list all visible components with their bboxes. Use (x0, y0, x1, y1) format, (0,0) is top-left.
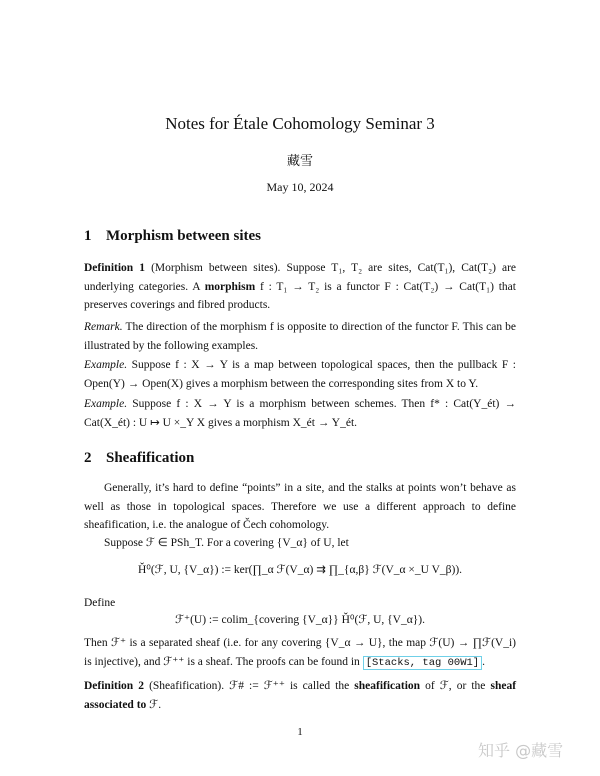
document-date: May 10, 2024 (266, 180, 334, 194)
sheafification-paragraph-2: Suppose ℱ ∈ PSh_T. For a covering {V_α} of U, let (104, 537, 349, 549)
example-2 (84, 395, 516, 432)
document-author: 藏雪 (286, 154, 313, 169)
definition-1-paren: (Morphism between sites). (151, 262, 281, 274)
example-2-text: Suppose f : X → Y is a morphism between schemes. Then f* : Cat(Y_ét) → Cat(X_ét) : U ↦ U ×_Y X gives a morphism X_ét → Y_ét. (84, 398, 516, 429)
definition-2-text3: ℱ. (146, 698, 162, 711)
example-1-label: Example. (84, 359, 128, 371)
definition-2-text1: ℱ# := ℱ⁺⁺ is called the (224, 680, 355, 692)
section-1-title: Morphism between sites (106, 228, 261, 244)
equation-plus-construction: ℱ⁺(U) := colim_{covering {V_α}} Ȟ⁰(ℱ, U, {V_α}). (174, 614, 425, 626)
sheafification-paragraph-1: Generally, it’s hard to define “points” in a site, and the stalks at points won’t behave as well as those in topological spaces. Therefore we use a different approach to define sheafification, i.e. the analogue of Čech cohomology. (84, 482, 516, 531)
equation-cech-h0: Ȟ⁰(ℱ, U, {V_α}) := ker(∏_α ℱ(V_α) ⇉ ∏_{α,β} ℱ(V_α ×_U V_β)). (137, 564, 463, 576)
section-2-number: 2 (84, 450, 92, 466)
definition-2 (84, 677, 516, 714)
definition-1-bold: morphism (204, 280, 256, 293)
definition-2-paren: (Sheafification). (149, 680, 225, 692)
remark-text: The direction of the morphism f is opposite to direction of the functor F. This can be illustrated by the following examples. (84, 321, 516, 352)
definition-2-text2: of ℱ, or the (420, 680, 491, 692)
page-number: 1 (297, 726, 303, 738)
sheafification-paragraph-3 (84, 634, 516, 672)
section-2-heading (84, 450, 194, 467)
definition-2-bold2: sheaf associated to (84, 680, 517, 711)
example-2-label: Example. (84, 398, 128, 410)
define-label: Define (84, 597, 116, 609)
definition-2-bold1: sheafification (354, 680, 421, 692)
example-1-text: Suppose f : X → Y is a map between topological spaces, then the pullback F : Open(Y) → Open(X) gives a morphism between the corresponding sites from X to Y. (84, 359, 516, 390)
section-2-title: Sheafification (106, 450, 195, 466)
watermark: 知乎 @藏雪 (478, 741, 564, 760)
definition-2-label: Definition 2 (84, 680, 144, 692)
document-title: Notes for Étale Cohomology Seminar 3 (165, 114, 435, 133)
example-1 (84, 356, 516, 393)
section-1-heading (84, 228, 261, 245)
paragraph-3-text-b: . (482, 655, 485, 668)
section-1-number: 1 (84, 228, 92, 244)
definition-1 (84, 259, 516, 315)
definition-1-text1: Suppose T₁, T₂ are sites, Cat(T₁), Cat(T₂) are underlying categories. A (84, 262, 517, 293)
remark-label: Remark. (84, 321, 123, 333)
remark (84, 318, 516, 355)
stacks-reference-link[interactable]: [Stacks, tag 00W1] (363, 656, 482, 670)
paragraph-3-text-a: Then ℱ⁺ is a separated sheaf (i.e. for any covering {V_α → U}, the map ℱ(U) → ∏ℱ(V_i) is injective), and ℱ⁺⁺ is a sheaf. The proofs can be found in (84, 637, 516, 668)
definition-1-label: Definition 1 (84, 262, 146, 274)
definition-1-text2: f : T₁ → T₂ is a functor F : Cat(T₂) → Cat(T₁) that preserves coverings and fibred products. (84, 280, 516, 311)
